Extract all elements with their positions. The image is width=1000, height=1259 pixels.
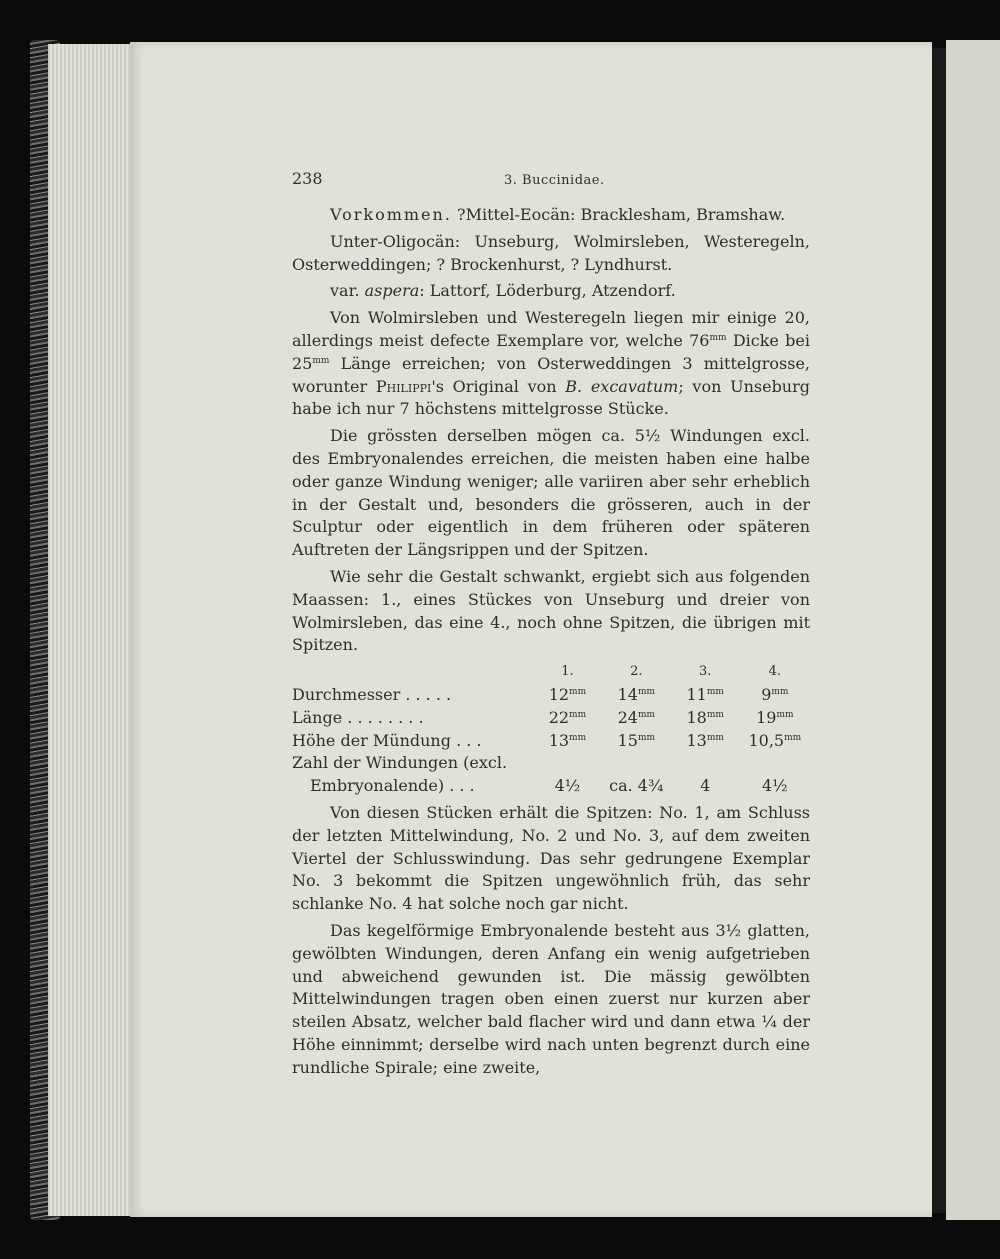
cell-value: 19 xyxy=(756,707,777,727)
gutter xyxy=(932,48,946,1213)
specimens-text-4: 's Original von xyxy=(431,376,566,396)
specimens-text-3: Länge erreichen; von Osterweddingen 3 mittelgrosse, worunter xyxy=(292,353,810,396)
column-header: 2. xyxy=(630,664,643,680)
row-label: Embryonalende) . . . xyxy=(310,776,475,796)
unit-mm: mm xyxy=(569,732,587,743)
measure-paragraph: Wie sehr die Gestalt schwankt, ergiebt sich aus folgenden Maassen: 1., eines Stückes von Unseburg und dreier von Wolmirsleben, das eine 4., noch ohne Spitzen, die übrigen mit Spitzen. xyxy=(292,566,810,655)
unit-mm: mm xyxy=(706,709,724,720)
unit-mm: mm xyxy=(771,686,789,697)
page-number: 238 xyxy=(292,169,323,188)
embryo-paragraph: Das kegelförmige Embryonalende besteht aus 3½ glatten, gewölbten Windungen, deren Anfang ein wenig aufgetrieben und abweichend gewunden ist. Die mässig gewölbten Mittelwindungen tragen oben einen zuerst nur kurzen aber steilen Absatz, welcher bald flacher wird und dann etwa ¼ der Höhe einnimmt; derselbe wird nach unten begrenzt durch eine rundliche Spirale; eine zweite, xyxy=(292,920,810,1077)
cell-value: 9 xyxy=(761,684,772,704)
occurrence-variety xyxy=(292,280,810,303)
column-header: 4. xyxy=(768,664,782,680)
page-edges xyxy=(48,44,138,1216)
specimens-paragraph xyxy=(292,307,810,421)
cell-value: 11 xyxy=(686,684,707,704)
table-row xyxy=(292,752,810,775)
cell-value: 10,5 xyxy=(748,730,785,750)
cell-value: 15 xyxy=(617,730,638,750)
page-header xyxy=(292,168,810,188)
size-paragraph: Die grössten derselben mögen ca. 5½ Windungen excl. des Embryonalendes erreichen, die meisten haben eine halbe oder ganze Windung weniger; alle variiren aber sehr erheblich in der Gestalt und, besonders die grösseren, auch in der Sculptur oder eigentlich in dem früheren oder späteren Auftreten der Längsrippen und der Spitzen. xyxy=(292,426,810,560)
cell-value: 12 xyxy=(548,684,570,704)
cell-value: 18 xyxy=(686,707,707,727)
row-label: Zahl der Windungen (excl. xyxy=(292,753,508,773)
occurrence-label: Vorkommen. xyxy=(330,205,452,224)
cell-value: 24 xyxy=(617,707,638,727)
unit-mm: mm xyxy=(569,709,587,720)
table-row xyxy=(292,684,810,707)
unit-mm: mm xyxy=(776,709,794,720)
occurrence-oligocene: Unter-Oligocän: Unseburg, Wolmirsleben, Westeregeln, Osterweddingen; ? Brockenhurst, ? Lyndhurst. xyxy=(292,231,810,274)
unit-mm: mm xyxy=(784,732,802,743)
column-header: 1. xyxy=(561,664,574,680)
table-header-row xyxy=(292,661,810,684)
cell-value: 13 xyxy=(686,730,707,750)
table-row xyxy=(292,775,810,798)
variety-prefix: var. xyxy=(330,281,365,301)
cell-value: 22 xyxy=(548,707,570,727)
unit-mm: mm xyxy=(637,732,656,743)
cell-value: 4½ xyxy=(761,776,788,796)
unit-mm: mm xyxy=(706,686,724,697)
row-label: Durchmesser . . . . . xyxy=(292,684,452,704)
table-row xyxy=(292,730,810,753)
row-label: Höhe der Mündung . . . xyxy=(292,730,482,750)
occurrence-eocene: ?Mittel-Eocän: Bracklesham, Bramshaw. xyxy=(451,205,786,224)
specimens-text-1: Von Wolmirsleben und Westeregeln liegen mir einige 20, allerdings meist defecte Exemplare vor, welche 76 xyxy=(292,308,810,350)
table-row xyxy=(292,707,810,730)
variety-localities: : Lattorf, Löderburg, Atzendorf. xyxy=(419,281,676,301)
spines-paragraph: Von diesen Stücken erhält die Spitzen: No. 1, am Schluss der letzten Mittelwindung, No. 2 und No. 3, auf dem zweiten Viertel der Schlusswindung. Das sehr gedrungene Exemplar No. 3 bekommt die Spitzen ungewöhnlich früh, das sehr schlanke No. 4 hat solche noch gar nicht. xyxy=(292,802,810,914)
cell-value: 14 xyxy=(617,684,638,704)
occurrence-paragraph xyxy=(292,204,810,227)
column-header: 3. xyxy=(699,664,712,680)
unit-mm: mm xyxy=(637,686,656,697)
unit-mm: mm xyxy=(709,332,727,343)
cell-value: 4½ xyxy=(554,776,581,796)
cell-value: ca. 4¾ xyxy=(609,776,664,796)
row-label: Länge . . . . . . . . xyxy=(292,707,424,727)
author-name: Philippi xyxy=(375,376,432,396)
cell-value: 4 xyxy=(700,776,711,796)
variety-name: aspera xyxy=(364,281,420,301)
unit-mm: mm xyxy=(637,709,656,720)
measurement-table xyxy=(292,661,810,798)
specimens-text-5: ; von Unseburg habe ich nur 7 höchstens mittelgrosse Stücke. xyxy=(292,376,811,419)
cell-value: 13 xyxy=(548,730,570,750)
species-name: B. excavatum xyxy=(565,376,679,396)
facing-page-edge xyxy=(946,40,1000,1220)
unit-mm: mm xyxy=(312,355,330,366)
running-head: 3. Buccinidae. xyxy=(504,173,605,188)
unit-mm: mm xyxy=(569,686,587,697)
specimens-text-2: Dicke bei 25 xyxy=(292,330,810,373)
page-text xyxy=(292,168,810,1083)
unit-mm: mm xyxy=(706,732,724,743)
